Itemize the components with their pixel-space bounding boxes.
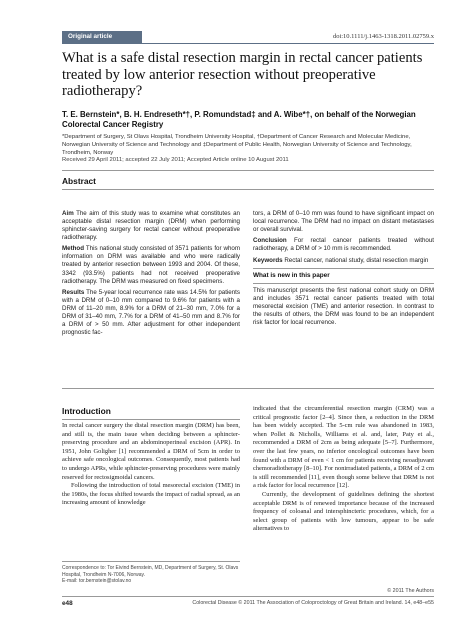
correspondence-rule	[62, 561, 240, 562]
abstract-heading: Abstract	[62, 176, 96, 186]
whats-new-top-rule	[253, 268, 434, 269]
abstract-aim	[62, 210, 240, 242]
correspondence-note: Correspondence to: Tor Eivind Bernstein, MD, Department of Surgery, St. Olavs Hospital, Trondheim N-7006, Norway. E-mail: tor.bernstein@stolav.no	[62, 565, 239, 585]
whats-new-heading: What is new in this paper	[253, 271, 330, 279]
abstract-results-cont: tors, a DRM of 0–10 mm was found to have significant impact on local recurrence. The DRM had no impact on distant metastases or overall survival.	[253, 210, 434, 234]
results-text: The 5-year local recurrence rate was 14.5% for patients with a DRM of 0–10 mm compared to 9.6% for patients with a DRM of 11–20 mm, 8.9% for a DRM of 21–30 mm, 7.0% for a DRM of 31–40 mm, 7.7% for a DRM of 41–50 mm and 8.7% for a DRM of > 50 mm. After adjustment for other independent prognostic fac-	[62, 288, 240, 337]
aim-text: The aim of this study was to examine what constitutes an acceptable distal resection margin (DRM) when performing sphincter-saving surgery for rectal cancer without preoperative radiotherapy.	[62, 210, 241, 242]
method-text: This national study consisted of 3571 patients for whom information on DRM was available and who were radically treated by anterior resection between 1993 and 2004. Of these, 3342 (93.5%) patients had not received preoperative radiotherapy. The DRM was measured on fixed specimens.	[62, 245, 241, 285]
abstract-left-column	[62, 210, 240, 340]
intro-paragraph-3: indicated that the circumferential resection margin (CRM) was a critical prognostic factor [2–4]. Since then, a reduction in the DRM has been widely accepted. The 5-cm rule was abandoned in 1983, when Pollet & Nicholls, Williams et al. and, later, Paty et al., recommended a DRM of 2cm as being adequate [5–7]. Furthermore, over the last few years, no inferior oncological outcomes have been found with a DRM of even < 1 cm for patients receiving neoadjuvant chemoradiotherapy [8–10]. For nonirradiated patients, a DRM of 2 cm is still recommended [11], even though some believe that DRM is not a risk factor for local recurrence [12].	[253, 405, 434, 490]
introduction-right-column	[253, 405, 434, 534]
conclusion-text: For rectal cancer patients treated without radiotherapy, a DRM of > 10 mm is recommended.	[253, 237, 434, 253]
doi[interactable]: doi:10.1111/j.1463-1318.2011.02759.x	[332, 33, 434, 40]
copyright: © 2011 The Authors	[387, 588, 434, 594]
article-title: What is a safe distal resection margin in rectal cancer patients treated by low anterior resection without preoperative radiotherapy?	[62, 50, 423, 99]
author-list: T. E. Bernstein*, B. H. Endreseth*†, P. Romundstad‡ and A. Wibe*†, on behalf of the Norwegian Colorectal Cancer Registry	[62, 110, 416, 130]
introduction-heading: Introduction	[62, 406, 111, 416]
abstract-bottom-rule	[62, 388, 434, 389]
header-rule	[62, 43, 434, 44]
page-number: e48	[62, 600, 73, 607]
aim-label: Aim	[62, 210, 74, 217]
whats-new-bottom-rule	[253, 283, 434, 284]
whats-new-text: This manuscript presents the first national cohort study on DRM and includes 3571 rectal cancer patients treated with total mesorectal excision (TME) and anterior resection. In contrast to the results of others, the DRM was found to be an independent risk factor for local recurrence.	[253, 286, 434, 327]
abstract-method	[62, 245, 240, 285]
method-label: Method	[62, 245, 84, 253]
affiliations: *Department of Surgery, St Olavs Hospital, Trondheim University Hospital, †Department of Cancer Research and Molecular Medicine, Norwegian University of Science and Technology and ‡Department of Public Health, Norwegian University of Science and Technology, Trondheim, Norway	[62, 134, 412, 156]
received-dates: Received 29 April 2011; accepted 22 July 2011; Accepted Article online 10 August 2011	[62, 157, 289, 163]
abstract-top-rule	[62, 170, 434, 171]
intro-paragraph-1: In rectal cancer surgery the distal resection margin (DRM) has been, and still is, the main issue when deciding between a sphincter-preserving procedure and an abdominoperineal excision (APR). In 1951, John Goligher [1] recommended a DRM of 5cm in order to achieve safe oncological outcomes. Consequently, most patients had to undergo APRs, while sphincter-preserving procedures were mainly reserved for rectosigmoidal cancers.	[62, 422, 240, 481]
abstract-heading-rule	[62, 189, 434, 190]
results-label: Results	[62, 288, 85, 296]
footer-rule	[62, 596, 434, 597]
keywords-label: Keywords	[253, 256, 283, 264]
intro-paragraph-2: Following the introduction of total mesorectal excision (TME) in the 1980s, the focus shifted towards the impact of radial spread, as an increasing amount of knowledge	[62, 482, 240, 507]
article-type-tag: Original article	[62, 31, 142, 43]
introduction-rule	[62, 419, 240, 420]
abstract-conclusion	[253, 237, 434, 253]
intro-paragraph-4: Currently, the development of guidelines defining the shortest acceptable DRM is of renewed importance because of the increased frequency of coloanal and intersphincteric procedures, which, for a select group of patients with low tumours, appear to be safe alternatives to	[253, 490, 434, 533]
abstract-results	[62, 289, 240, 337]
abstract-right-column	[253, 210, 434, 330]
journal-citation: Colorectal Disease © 2011 The Association of Coloproctology of Great Britain and Ireland. 14, e48–e55	[192, 600, 434, 606]
keywords-text: Rectal cancer, national study, distal resection margin	[284, 256, 429, 264]
conclusion-label: Conclusion	[253, 237, 287, 245]
abstract-keywords	[253, 257, 434, 265]
introduction-left-column	[62, 422, 240, 508]
